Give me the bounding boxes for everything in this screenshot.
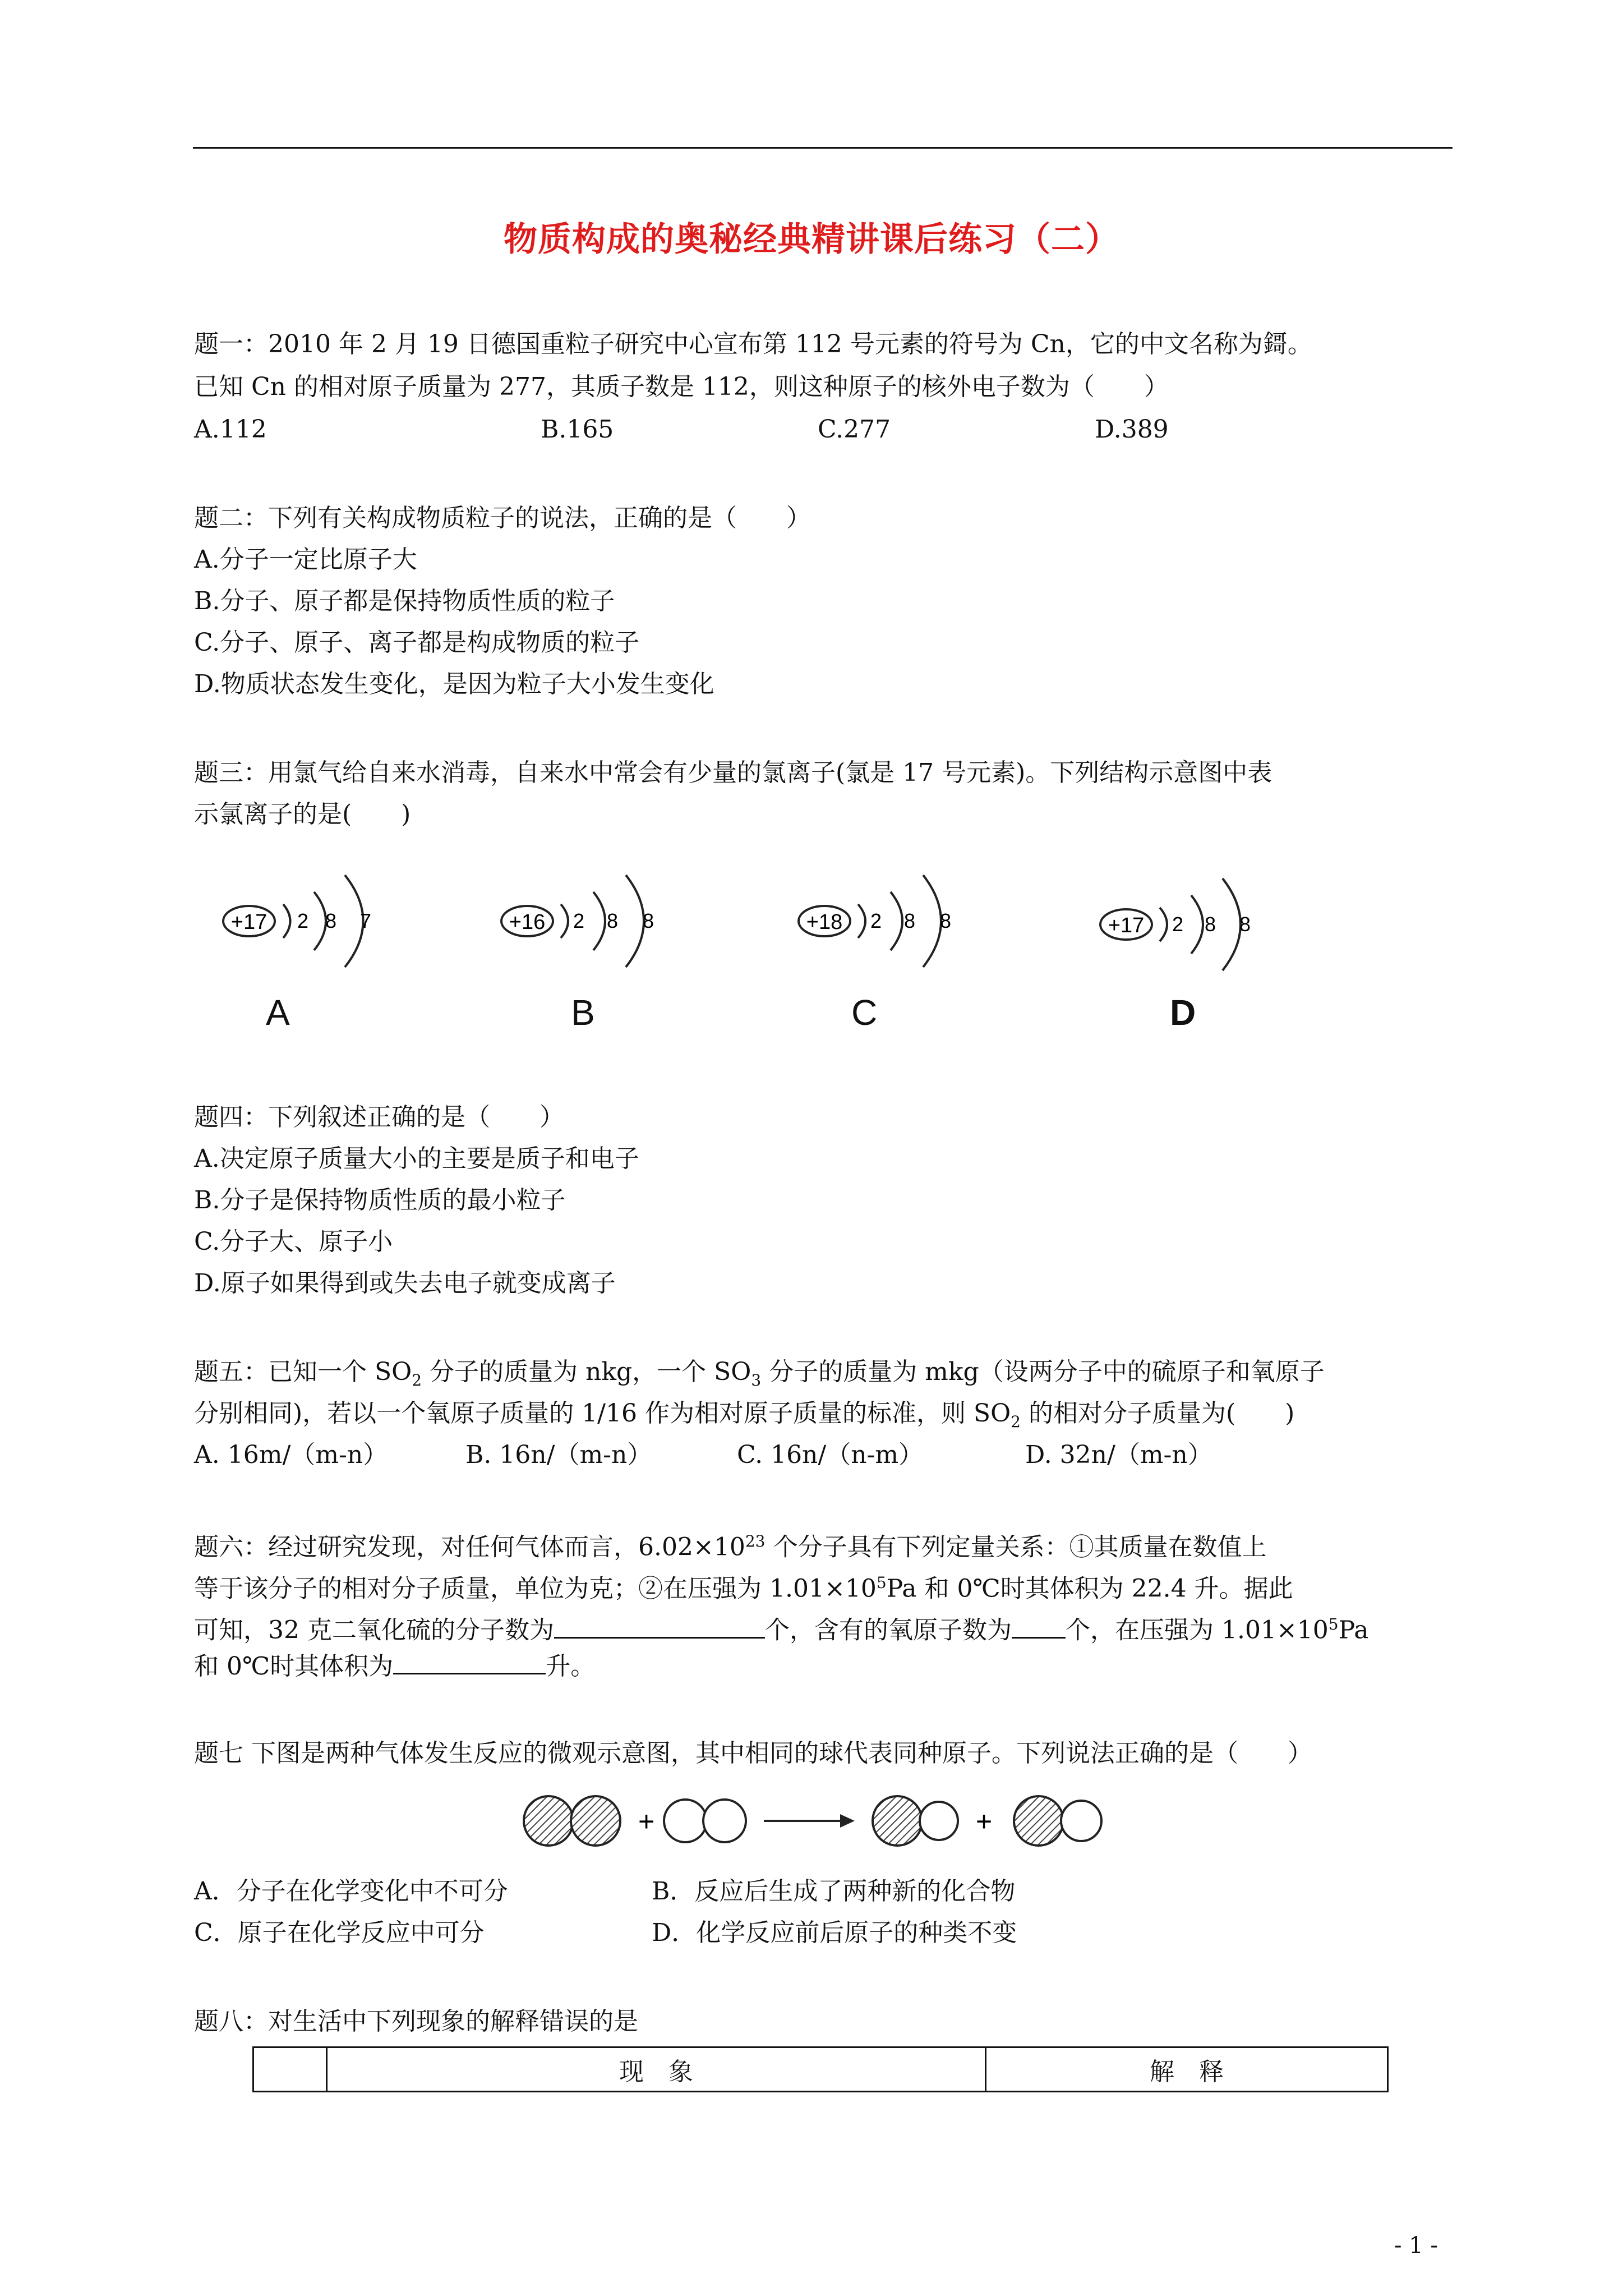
shell-count-1: 2 xyxy=(297,909,309,932)
q2-stem: 题二：下列有关构成物质粒子的说法，正确的是（ ） xyxy=(194,504,811,532)
q5-option-c: C. 16n/（n-m） xyxy=(737,1441,924,1469)
q8-stem: 题八：对生活中下列现象的解释错误的是 xyxy=(194,2007,638,2036)
page-title: 物质构成的奥秘经典精讲课后练习（二） xyxy=(504,220,1119,259)
q1-option-c: C.277 xyxy=(818,415,891,444)
page-number: - 1 - xyxy=(1394,2233,1438,2258)
shell-count-1: 2 xyxy=(1172,913,1184,936)
plus-sign: + xyxy=(976,1806,993,1837)
shell-arc-2 xyxy=(891,892,902,950)
q6-line4: 和 0℃时其体积为 升。 xyxy=(194,1648,595,1685)
nucleus-charge: +16 xyxy=(509,910,546,934)
plain-atom xyxy=(1061,1801,1101,1841)
hatched-atom xyxy=(524,1796,573,1846)
shell-count-2: 8 xyxy=(904,909,916,932)
shell-count-1: 2 xyxy=(573,909,585,932)
hatched-atom xyxy=(873,1796,922,1846)
diagram-letter-b: B xyxy=(571,992,595,1033)
q1-option-b: B.165 xyxy=(541,415,614,444)
shell-arc-2 xyxy=(593,892,605,950)
plain-atom xyxy=(664,1800,707,1842)
shell-count-2: 8 xyxy=(1205,913,1216,936)
q7-stem: 题七 下图是两种气体发生反应的微观示意图，其中相同的球代表同种原子。下列说法正确的是（ ） xyxy=(194,1739,1312,1768)
shell-count-3: 8 xyxy=(940,909,952,932)
q1-option-d: D.389 xyxy=(1095,415,1169,444)
plain-atom xyxy=(703,1800,746,1842)
q5-line2: 分别相同)，若以一个氧原子质量的 1/16 作为相对原子质量的标准，则 $SO_2$ 的相对分子质量为( ) xyxy=(194,1399,1295,1431)
q4-stem: 题四：下列叙述正确的是（ ） xyxy=(194,1103,564,1131)
diagram-letter-a: A xyxy=(266,992,290,1033)
answer-blank-oxygen-atoms[interactable] xyxy=(1012,1612,1066,1639)
q2-option-d: D.物质状态发生变化，是因为粒子大小发生变化 xyxy=(194,670,714,698)
table-header-row xyxy=(253,2047,1388,2092)
nucleus-charge: +17 xyxy=(1108,914,1145,937)
answer-blank-molecules[interactable] xyxy=(554,1612,765,1639)
shell-count-1: 2 xyxy=(870,909,882,932)
q7-option-b: B．反应后生成了两种新的化合物 xyxy=(652,1877,1016,1906)
hatched-atom xyxy=(571,1796,620,1846)
shell-arc-2 xyxy=(314,892,326,950)
shell-arc-2 xyxy=(1191,895,1203,954)
diagram-letter-d: D xyxy=(1170,992,1196,1033)
q2-option-b: B.分子、原子都是保持物质性质的粒子 xyxy=(194,587,615,615)
atom-diagram-a xyxy=(213,853,404,982)
atom-diagram-d xyxy=(1094,853,1284,982)
hatched-atom xyxy=(1014,1796,1063,1846)
shell-arc-1 xyxy=(283,904,291,938)
shell-count-2: 8 xyxy=(607,909,619,932)
q1-line1: 题一：2010 年 2 月 19 日德国重粒子研究中心宣布第 112 号元素的符号为 Cn，它的中文名称为鎶。 xyxy=(194,330,1312,358)
q2-option-c: C.分子、原子、离子都是构成物质的粒子 xyxy=(194,628,640,657)
atom-diagram-b xyxy=(499,853,690,982)
q3-line2: 示氯离子的是( ) xyxy=(194,800,411,829)
q5-line1: 题五：已知一个 $SO_2$ 分子的质量为 nkg，一个 $SO_3$ 分子的质量为 mkg（设两分子中的硫原子和氧原子 xyxy=(194,1358,1325,1389)
phenomena-table xyxy=(252,2046,1389,2092)
shell-count-2: 8 xyxy=(325,909,337,932)
q7-option-d: D．化学反应前后原子的种类不变 xyxy=(652,1918,1017,1947)
q5-option-d: D. 32n/（m-n） xyxy=(1025,1441,1212,1469)
nucleus-charge: +18 xyxy=(806,910,843,934)
plain-atom xyxy=(920,1802,958,1840)
q4-option-b: B.分子是保持物质性质的最小粒子 xyxy=(194,1186,566,1214)
table-header-explanation: 解 释 xyxy=(986,2047,1388,2092)
shell-arc-1 xyxy=(858,904,865,938)
q5-option-a: A. 16m/（m-n） xyxy=(194,1441,388,1469)
shell-arc-3 xyxy=(923,875,941,967)
shell-arc-3 xyxy=(626,875,644,967)
shell-count-3: 7 xyxy=(360,909,372,932)
shell-arc-1 xyxy=(561,904,568,938)
q3-line1: 题三：用氯气给自来水消毒，自来水中常会有少量的氯离子(氯是 17 号元素)。下列结构示意图中表 xyxy=(194,758,1272,787)
atom-diagram-c xyxy=(796,853,987,982)
q4-option-a: A.决定原子质量大小的主要是质子和电子 xyxy=(194,1144,639,1173)
q2-option-a: A.分子一定比原子大 xyxy=(194,545,417,574)
q1-line2: 已知 Cn 的相对原子质量为 277，其质子数是 112，则这种原子的核外电子数为（ ） xyxy=(194,372,1169,401)
shell-count-3: 8 xyxy=(1239,913,1251,936)
nucleus-charge: +17 xyxy=(230,910,268,934)
q6-line1: 题六：经过研究发现，对任何气体而言，$6.02\times 10^{23}$ 个分子具有下列定量关系：①其质量在数值上 xyxy=(194,1532,1267,1562)
shell-arc-3 xyxy=(1223,878,1241,970)
shell-count-3: 8 xyxy=(643,909,654,932)
table-header-phenomenon: 现 象 xyxy=(327,2047,986,2092)
q6-line2: 等于该分子的相对分子质量，单位为克；②在压强为 $1.01\times 10^5Pa$ 和 0℃时其体积为 22.4 升。据此 xyxy=(194,1573,1293,1603)
diagram-letter-c: C xyxy=(851,992,878,1033)
arrow-head-icon xyxy=(840,1814,855,1828)
q7-option-c: C．原子在化学反应中可分 xyxy=(194,1918,485,1947)
q6-line3: 可知，32 克二氧化硫的分子数为 个，含有的氧原子数为 个，在压强为 $1.01\times 10^5Pa$ xyxy=(194,1607,1369,1649)
q5-option-b: B. 16n/（m-n） xyxy=(465,1441,652,1469)
plus-sign: + xyxy=(638,1806,655,1837)
q1-option-a: A.112 xyxy=(194,415,267,444)
shell-arc-1 xyxy=(1160,908,1167,941)
q4-option-c: C.分子大、原子小 xyxy=(194,1227,393,1256)
table-header-index xyxy=(253,2047,327,2092)
header-rule xyxy=(193,147,1453,149)
answer-blank-volume[interactable] xyxy=(393,1648,546,1674)
q4-option-d: D.原子如果得到或失去电子就变成离子 xyxy=(194,1269,616,1297)
reaction-diagram xyxy=(516,1787,1127,1855)
q7-option-a: A．分子在化学变化中不可分 xyxy=(194,1877,508,1906)
